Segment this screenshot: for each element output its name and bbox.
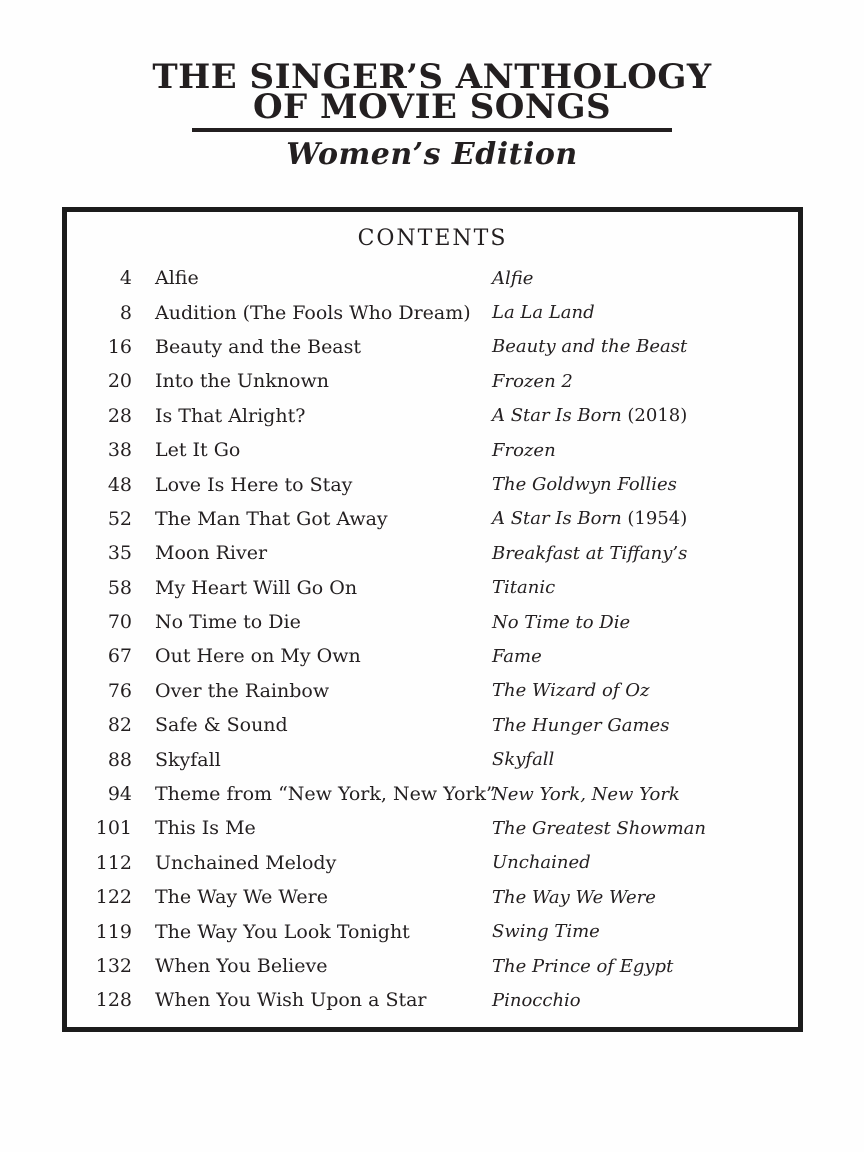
toc-song-title: Let It Go: [155, 439, 241, 462]
toc-song-title: This Is Me: [155, 817, 256, 840]
toc-row: [67, 467, 798, 501]
toc-row: [67, 571, 798, 605]
toc-page-number: 58: [107, 576, 132, 599]
toc-movie-name: The Prince of Egypt: [492, 955, 674, 977]
toc-song-title: Unchained Melody: [155, 851, 337, 874]
toc-page-number: 70: [107, 611, 132, 634]
toc-page-number: 48: [107, 473, 132, 496]
edition-subtitle: Women’s Edition: [286, 137, 578, 172]
toc-page-number: 52: [107, 507, 132, 530]
toc-song-title: Beauty and the Beast: [155, 335, 362, 358]
toc-movie-name: Frozen 2: [492, 370, 573, 392]
toc-row: [67, 674, 798, 708]
toc-movie-title: [492, 543, 798, 564]
toc-song-title: Safe & Sound: [155, 714, 288, 737]
contents-heading: CONTENTS: [357, 226, 508, 251]
toc-movie-title: [492, 612, 798, 633]
toc-movie-name: Unchained: [492, 852, 591, 874]
toc-song-title: Over the Rainbow: [155, 679, 330, 702]
toc-row: [67, 433, 798, 467]
toc-page-number: 20: [107, 370, 132, 393]
toc-song-title: Moon River: [155, 542, 268, 565]
toc-movie-name: The Hunger Games: [492, 714, 670, 736]
toc-page-number: 76: [107, 679, 132, 702]
toc-page-number: 94: [107, 783, 132, 806]
book-title-line1: THE SINGER’S ANTHOLOGY: [152, 57, 712, 97]
toc-movie-name: A Star Is Born: [492, 508, 622, 530]
toc-page-number: 8: [119, 301, 132, 324]
toc-movie-title: [492, 818, 798, 839]
toc-row: [67, 261, 798, 295]
toc-page-number: 112: [95, 851, 132, 874]
book-title-line2: OF MOVIE SONGS: [252, 87, 612, 127]
toc-movie-title: [492, 371, 798, 392]
toc-movie-name: Beauty and the Beast: [492, 336, 688, 358]
toc-row: [67, 399, 798, 433]
toc-movie-title: [492, 956, 798, 977]
toc-movie-name: Frozen: [492, 439, 556, 461]
toc-row: [67, 811, 798, 845]
toc-song-title: No Time to Die: [155, 611, 301, 634]
toc-page-number: 88: [107, 748, 132, 771]
toc-row: [67, 983, 798, 1017]
toc-movie-title: [492, 577, 798, 598]
toc-movie-name: The Greatest Showman: [492, 817, 706, 839]
toc-movie-name: A Star Is Born: [492, 405, 622, 427]
toc-page-number: 4: [119, 267, 132, 290]
toc-row: [67, 330, 798, 364]
book-title: [0, 57, 864, 127]
toc-movie-name: New York, New York: [492, 783, 680, 805]
toc-row: [67, 639, 798, 673]
toc-page-number: 35: [107, 542, 132, 565]
toc-page-number: 16: [107, 335, 132, 358]
toc-page-number: 101: [95, 817, 132, 840]
toc-row: [67, 846, 798, 880]
toc-movie-name: La La Land: [492, 302, 595, 324]
toc-list: [67, 261, 798, 1018]
toc-movie-title: [492, 646, 798, 667]
toc-page-number: 82: [107, 714, 132, 737]
toc-movie-name: The Goldwyn Follies: [492, 474, 677, 496]
toc-page-number: 28: [107, 404, 132, 427]
toc-song-title: Love Is Here to Stay: [155, 473, 353, 496]
toc-movie-title: [492, 440, 798, 461]
contents-box: [62, 207, 803, 1032]
toc-row: [67, 742, 798, 776]
title-rule: [192, 128, 672, 132]
toc-row: [67, 914, 798, 948]
toc-page-number: 38: [107, 439, 132, 462]
toc-movie-title: [492, 749, 798, 770]
toc-row: [67, 295, 798, 329]
toc-movie-year-note: (2018): [621, 405, 688, 427]
book-header: [0, 0, 864, 172]
toc-song-title: When You Wish Upon a Star: [155, 989, 427, 1012]
toc-page-number: 122: [95, 886, 132, 909]
toc-movie-title: [492, 852, 798, 873]
toc-movie-title: [492, 784, 798, 805]
toc-movie-name: Breakfast at Tiffany’s: [492, 542, 688, 564]
toc-movie-title: [492, 887, 798, 908]
toc-song-title: Into the Unknown: [155, 370, 329, 393]
toc-song-title: Alfie: [155, 267, 199, 290]
toc-row: [67, 880, 798, 914]
toc-row: [67, 708, 798, 742]
toc-movie-name: Pinocchio: [492, 989, 581, 1011]
toc-song-title: The Man That Got Away: [155, 507, 388, 530]
toc-row: [67, 536, 798, 570]
toc-movie-name: The Way We Were: [492, 886, 656, 908]
toc-song-title: Out Here on My Own: [155, 645, 361, 668]
toc-movie-title: [492, 474, 798, 495]
toc-movie-title: [492, 302, 798, 323]
toc-song-title: When You Believe: [155, 955, 328, 977]
toc-page-number: 119: [95, 920, 132, 943]
toc-song-title: My Heart Will Go On: [155, 576, 358, 599]
toc-movie-title: [492, 405, 798, 426]
toc-song-title: The Way We Were: [155, 886, 328, 909]
toc-movie-title: [492, 336, 798, 357]
toc-page-number: 132: [95, 955, 132, 977]
toc-song-title: The Way You Look Tonight: [155, 920, 410, 943]
toc-page-number: 67: [107, 645, 132, 668]
toc-movie-title: [492, 990, 798, 1011]
toc-movie-title: [492, 715, 798, 736]
toc-row: [67, 364, 798, 398]
toc-movie-name: No Time to Die: [492, 611, 631, 633]
toc-movie-title: [492, 268, 798, 289]
toc-movie-title: [492, 680, 798, 701]
toc-movie-title: [492, 921, 798, 942]
toc-row: [67, 949, 798, 983]
toc-movie-name: The Wizard of Oz: [492, 680, 650, 702]
toc-movie-name: Swing Time: [492, 921, 600, 943]
toc-movie-year-note: (1954): [621, 508, 688, 530]
toc-movie-name: Alfie: [492, 267, 534, 289]
toc-row: [67, 777, 798, 811]
toc-movie-name: Titanic: [492, 577, 556, 599]
toc-movie-name: Fame: [492, 645, 542, 667]
toc-movie-name: Skyfall: [492, 749, 555, 771]
toc-song-title: Is That Alright?: [155, 404, 306, 427]
toc-page-number: 128: [95, 989, 132, 1012]
toc-song-title: Audition (The Fools Who Dream): [155, 301, 471, 324]
toc-movie-title: [492, 508, 798, 529]
toc-row: [67, 502, 798, 536]
toc-song-title: Theme from “New York, New York”: [155, 783, 496, 806]
toc-song-title: Skyfall: [155, 748, 221, 771]
toc-row: [67, 605, 798, 639]
